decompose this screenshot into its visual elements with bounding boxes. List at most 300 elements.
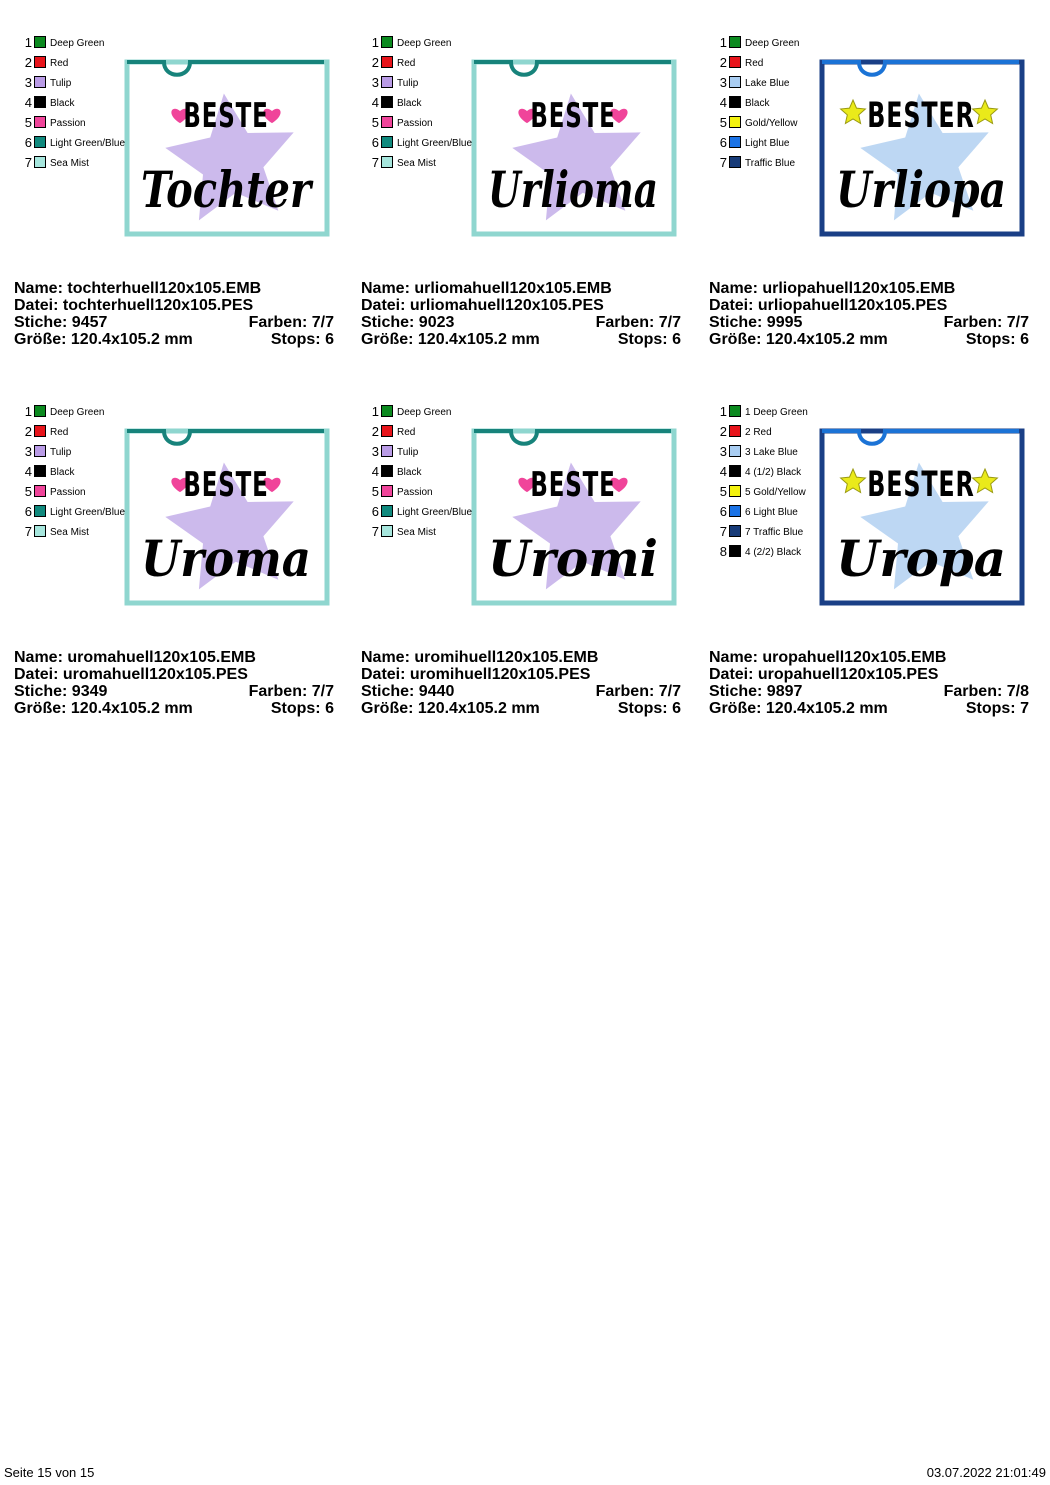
palette-item — [715, 483, 825, 503]
palette-number: 5 — [24, 484, 32, 499]
palette-item — [20, 154, 130, 174]
design-word-main: Uromi — [488, 529, 658, 588]
color-swatch — [729, 76, 741, 88]
color-swatch — [34, 116, 46, 128]
name-line — [709, 649, 1029, 666]
datei-label: Datei: — [361, 666, 406, 683]
color-swatch — [34, 485, 46, 497]
palette-color-name: Red — [50, 427, 69, 438]
palette-item — [715, 443, 825, 463]
palette-item — [715, 54, 825, 74]
color-swatch — [381, 505, 393, 517]
palette-item — [20, 503, 130, 523]
color-palette — [20, 34, 130, 174]
design-size: 120.4x105.2 mm — [417, 700, 540, 717]
palette-number: 1 — [24, 404, 32, 419]
datei-line — [361, 666, 681, 683]
name-label: Name: — [14, 649, 63, 666]
palette-number: 1 — [24, 35, 32, 50]
palette-item — [367, 94, 477, 114]
design-preview — [124, 57, 330, 237]
color-swatch — [34, 405, 46, 417]
file-name: uromahuell120x105.EMB — [67, 649, 256, 666]
palette-item — [20, 94, 130, 114]
palette-number: 5 — [371, 484, 379, 499]
stop-count: 6 — [325, 331, 334, 348]
palette-item — [20, 423, 130, 443]
design-card — [361, 401, 691, 731]
embroidery-design — [124, 57, 330, 237]
design-card — [14, 401, 344, 731]
color-swatch — [729, 505, 741, 517]
stop-count: 6 — [325, 700, 334, 717]
palette-color-name: Passion — [50, 487, 86, 498]
file-datei: tochterhuell120x105.PES — [62, 297, 254, 314]
design-size: 120.4x105.2 mm — [70, 700, 193, 717]
stops-label: Stops: — [617, 700, 668, 717]
design-size: 120.4x105.2 mm — [765, 331, 888, 348]
datei-label: Datei: — [709, 666, 754, 683]
stop-count: 7 — [1020, 700, 1029, 717]
groesse-line — [14, 700, 334, 717]
color-swatch — [34, 156, 46, 168]
palette-color-name: Black — [50, 98, 75, 109]
palette-color-name: Deep Green — [745, 38, 800, 49]
color-swatch — [729, 96, 741, 108]
palette-color-name: Red — [397, 58, 416, 69]
palette-item — [20, 443, 130, 463]
palette-number: 6 — [24, 504, 32, 519]
color-palette — [715, 403, 825, 563]
palette-number: 7 — [24, 524, 32, 539]
stiche-line — [361, 683, 681, 700]
palette-number: 3 — [24, 444, 32, 459]
file-name: urliomahuell120x105.EMB — [414, 280, 612, 297]
palette-item — [715, 34, 825, 54]
palette-number: 4 — [719, 464, 727, 479]
color-swatch — [729, 405, 741, 417]
palette-item — [20, 463, 130, 483]
groesse-label: Größe: — [14, 331, 67, 348]
palette-number: 8 — [719, 544, 727, 559]
datei-line — [709, 666, 1029, 683]
color-swatch — [34, 76, 46, 88]
name-line — [14, 280, 334, 297]
palette-color-name: Black — [397, 98, 422, 109]
palette-item — [367, 74, 477, 94]
color-swatch — [381, 136, 393, 148]
palette-color-name: Traffic Blue — [745, 158, 796, 169]
design-preview — [819, 426, 1025, 606]
design-info — [14, 649, 334, 717]
design-size: 120.4x105.2 mm — [765, 700, 888, 717]
color-swatch — [729, 525, 741, 537]
palette-number: 5 — [371, 115, 379, 130]
palette-number: 4 — [371, 464, 379, 479]
palette-color-name: Light Blue — [745, 138, 790, 149]
palette-color-name: Light Green/Blue — [50, 507, 126, 518]
groesse-label: Größe: — [361, 331, 414, 348]
palette-color-name: Deep Green — [50, 407, 105, 418]
palette-color-name: Sea Mist — [397, 527, 436, 538]
design-preview — [124, 426, 330, 606]
stiche-label: Stiche: — [361, 683, 415, 700]
stiche-label: Stiche: — [709, 683, 763, 700]
design-size: 120.4x105.2 mm — [70, 331, 193, 348]
palette-color-name: Tulip — [397, 78, 419, 89]
embroidery-design — [819, 426, 1025, 606]
palette-item — [715, 543, 825, 563]
stop-count: 6 — [672, 700, 681, 717]
palette-color-name: Black — [745, 98, 770, 109]
palette-color-name: Sea Mist — [50, 158, 89, 169]
palette-number: 4 — [24, 95, 32, 110]
embroidery-design — [471, 426, 677, 606]
palette-number: 7 — [371, 524, 379, 539]
palette-item — [20, 114, 130, 134]
palette-color-name: 3 Lake Blue — [745, 447, 798, 458]
design-card — [14, 32, 344, 362]
palette-number: 7 — [24, 155, 32, 170]
stops-label: Stops: — [270, 700, 321, 717]
groesse-line — [361, 331, 681, 348]
color-swatch — [34, 56, 46, 68]
palette-color-name: Deep Green — [397, 38, 452, 49]
stiche-label: Stiche: — [361, 314, 415, 331]
stiche-line — [709, 683, 1029, 700]
palette-item — [367, 403, 477, 423]
palette-number: 6 — [371, 135, 379, 150]
palette-item — [715, 423, 825, 443]
name-label: Name: — [14, 280, 63, 297]
color-count: 7/8 — [1006, 683, 1029, 700]
page-number: Seite 15 von 15 — [4, 1465, 95, 1480]
color-swatch — [729, 156, 741, 168]
name-label: Name: — [709, 649, 758, 666]
embroidery-design — [471, 57, 677, 237]
farben-label: Farben: — [943, 683, 1003, 700]
color-swatch — [34, 36, 46, 48]
file-name: urliopahuell120x105.EMB — [762, 280, 956, 297]
color-swatch — [381, 485, 393, 497]
stitch-count: 9897 — [766, 683, 803, 700]
palette-number: 5 — [719, 484, 727, 499]
color-count: 7/7 — [1006, 314, 1029, 331]
file-datei: uropahuell120x105.PES — [757, 666, 939, 683]
palette-number: 4 — [719, 95, 727, 110]
design-word-main: Uropa — [836, 529, 1006, 588]
groesse-line — [709, 700, 1029, 717]
embroidery-design — [124, 426, 330, 606]
palette-number: 3 — [371, 75, 379, 90]
palette-color-name: 4 (2/2) Black — [745, 547, 802, 558]
stitch-count: 9349 — [71, 683, 108, 700]
palette-number: 3 — [719, 75, 727, 90]
groesse-label: Größe: — [709, 331, 762, 348]
name-label: Name: — [361, 649, 410, 666]
datei-line — [14, 666, 334, 683]
name-line — [709, 280, 1029, 297]
palette-color-name: Gold/Yellow — [745, 118, 798, 129]
palette-item — [20, 523, 130, 543]
file-name: uromihuell120x105.EMB — [414, 649, 599, 666]
design-preview — [471, 57, 677, 237]
color-swatch — [34, 425, 46, 437]
color-palette — [367, 34, 477, 174]
design-info — [14, 280, 334, 348]
design-info — [361, 280, 681, 348]
color-swatch — [381, 36, 393, 48]
farben-label: Farben: — [943, 314, 1003, 331]
color-swatch — [381, 445, 393, 457]
stiche-label: Stiche: — [709, 314, 763, 331]
file-name: tochterhuell120x105.EMB — [67, 280, 262, 297]
name-label: Name: — [709, 280, 758, 297]
palette-item — [715, 154, 825, 174]
file-datei: uromihuell120x105.PES — [409, 666, 591, 683]
palette-color-name: 4 (1/2) Black — [745, 467, 802, 478]
palette-number: 4 — [24, 464, 32, 479]
stop-count: 6 — [1020, 331, 1029, 348]
palette-item — [715, 74, 825, 94]
design-word-main: Tochter — [141, 160, 314, 219]
palette-item — [367, 463, 477, 483]
palette-color-name: Passion — [50, 118, 86, 129]
color-swatch — [729, 136, 741, 148]
design-word-main: Uroma — [141, 529, 311, 588]
palette-item — [367, 503, 477, 523]
design-word-top: BESTE — [183, 95, 269, 136]
color-swatch — [729, 485, 741, 497]
palette-item — [20, 134, 130, 154]
palette-number: 3 — [719, 444, 727, 459]
color-swatch — [381, 425, 393, 437]
file-datei: urliomahuell120x105.PES — [409, 297, 604, 314]
groesse-line — [361, 700, 681, 717]
palette-number: 2 — [719, 55, 727, 70]
palette-color-name: Tulip — [50, 78, 72, 89]
palette-item — [367, 443, 477, 463]
stiche-label: Stiche: — [14, 314, 68, 331]
groesse-line — [709, 331, 1029, 348]
palette-item — [367, 34, 477, 54]
palette-color-name: 7 Traffic Blue — [745, 527, 804, 538]
stops-label: Stops: — [965, 700, 1016, 717]
color-swatch — [729, 445, 741, 457]
datei-label: Datei: — [709, 297, 754, 314]
palette-color-name: 1 Deep Green — [745, 407, 808, 418]
stops-label: Stops: — [965, 331, 1016, 348]
design-card — [709, 32, 1039, 362]
palette-color-name: Red — [50, 58, 69, 69]
palette-item — [20, 483, 130, 503]
file-datei: urliopahuell120x105.PES — [757, 297, 948, 314]
stitch-count: 9995 — [766, 314, 803, 331]
color-swatch — [381, 76, 393, 88]
stiche-line — [709, 314, 1029, 331]
palette-item — [367, 154, 477, 174]
color-swatch — [381, 405, 393, 417]
file-datei: uromahuell120x105.PES — [62, 666, 248, 683]
palette-number: 1 — [719, 35, 727, 50]
groesse-line — [14, 331, 334, 348]
color-swatch — [729, 465, 741, 477]
palette-color-name: Passion — [397, 118, 433, 129]
palette-color-name: Passion — [397, 487, 433, 498]
palette-color-name: Black — [397, 467, 422, 478]
design-word-main: Urlioma — [488, 160, 658, 219]
palette-number: 2 — [24, 424, 32, 439]
palette-number: 1 — [371, 404, 379, 419]
color-swatch — [381, 56, 393, 68]
color-swatch — [381, 525, 393, 537]
color-count: 7/7 — [658, 683, 681, 700]
palette-item — [715, 114, 825, 134]
palette-number: 4 — [371, 95, 379, 110]
palette-item — [715, 503, 825, 523]
color-swatch — [729, 36, 741, 48]
stiche-line — [14, 683, 334, 700]
palette-item — [367, 134, 477, 154]
color-swatch — [729, 116, 741, 128]
palette-number: 1 — [371, 35, 379, 50]
stiche-label: Stiche: — [14, 683, 68, 700]
palette-item — [715, 134, 825, 154]
palette-number: 5 — [24, 115, 32, 130]
design-word-top: BESTE — [530, 95, 616, 136]
name-line — [14, 649, 334, 666]
name-label: Name: — [361, 280, 410, 297]
design-info — [361, 649, 681, 717]
farben-label: Farben: — [248, 683, 308, 700]
design-info — [709, 649, 1029, 717]
color-swatch — [381, 156, 393, 168]
palette-number: 7 — [719, 524, 727, 539]
datei-label: Datei: — [14, 297, 59, 314]
design-card — [361, 32, 691, 362]
palette-item — [20, 34, 130, 54]
stop-count: 6 — [672, 331, 681, 348]
palette-item — [715, 463, 825, 483]
groesse-label: Größe: — [361, 700, 414, 717]
palette-color-name: Red — [397, 427, 416, 438]
palette-number: 1 — [719, 404, 727, 419]
color-swatch — [729, 56, 741, 68]
palette-number: 6 — [719, 135, 727, 150]
palette-color-name: 5 Gold/Yellow — [745, 487, 806, 498]
design-info — [709, 280, 1029, 348]
color-swatch — [729, 545, 741, 557]
stops-label: Stops: — [617, 331, 668, 348]
color-count: 7/7 — [311, 314, 334, 331]
design-word-main: Urliopa — [836, 160, 1006, 219]
stitch-count: 9440 — [418, 683, 455, 700]
color-palette — [367, 403, 477, 543]
color-swatch — [729, 425, 741, 437]
palette-number: 3 — [24, 75, 32, 90]
print-datetime: 03.07.2022 21:01:49 — [926, 1465, 1046, 1480]
palette-item — [715, 403, 825, 423]
datei-label: Datei: — [14, 666, 59, 683]
color-count: 7/7 — [658, 314, 681, 331]
palette-color-name: Lake Blue — [745, 78, 790, 89]
palette-number: 6 — [24, 135, 32, 150]
datei-line — [361, 297, 681, 314]
color-swatch — [34, 136, 46, 148]
groesse-label: Größe: — [14, 700, 67, 717]
palette-number: 7 — [719, 155, 727, 170]
palette-color-name: Light Green/Blue — [50, 138, 126, 149]
color-swatch — [34, 96, 46, 108]
palette-item — [715, 523, 825, 543]
palette-item — [367, 54, 477, 74]
color-swatch — [381, 96, 393, 108]
color-palette — [20, 403, 130, 543]
file-name: uropahuell120x105.EMB — [762, 649, 947, 666]
farben-label: Farben: — [595, 314, 655, 331]
datei-line — [14, 297, 334, 314]
datei-label: Datei: — [361, 297, 406, 314]
stitch-count: 9457 — [71, 314, 108, 331]
color-swatch — [34, 505, 46, 517]
design-word-top: BESTE — [183, 464, 269, 505]
palette-item — [20, 54, 130, 74]
embroidery-design — [819, 57, 1025, 237]
palette-color-name: 6 Light Blue — [745, 507, 798, 518]
palette-color-name: Light Green/Blue — [397, 507, 473, 518]
palette-color-name: 2 Red — [745, 427, 772, 438]
palette-item — [367, 483, 477, 503]
palette-item — [367, 423, 477, 443]
palette-color-name: Tulip — [397, 447, 419, 458]
palette-number: 7 — [371, 155, 379, 170]
farben-label: Farben: — [248, 314, 308, 331]
palette-item — [20, 74, 130, 94]
color-swatch — [34, 465, 46, 477]
palette-number: 2 — [371, 424, 379, 439]
design-preview — [471, 426, 677, 606]
palette-item — [367, 114, 477, 134]
palette-color-name: Deep Green — [397, 407, 452, 418]
farben-label: Farben: — [595, 683, 655, 700]
palette-number: 2 — [371, 55, 379, 70]
palette-item — [367, 523, 477, 543]
palette-number: 2 — [719, 424, 727, 439]
palette-color-name: Sea Mist — [50, 527, 89, 538]
design-size: 120.4x105.2 mm — [417, 331, 540, 348]
stops-label: Stops: — [270, 331, 321, 348]
design-word-top: BESTER — [867, 464, 975, 506]
datei-line — [709, 297, 1029, 314]
palette-color-name: Black — [50, 467, 75, 478]
palette-color-name: Deep Green — [50, 38, 105, 49]
color-swatch — [381, 465, 393, 477]
color-swatch — [34, 445, 46, 457]
palette-color-name: Tulip — [50, 447, 72, 458]
stiche-line — [361, 314, 681, 331]
palette-color-name: Red — [745, 58, 764, 69]
palette-number: 3 — [371, 444, 379, 459]
color-swatch — [381, 116, 393, 128]
color-count: 7/7 — [311, 683, 334, 700]
name-line — [361, 280, 681, 297]
stiche-line — [14, 314, 334, 331]
groesse-label: Größe: — [709, 700, 762, 717]
design-word-top: BESTER — [867, 95, 975, 137]
palette-number: 6 — [719, 504, 727, 519]
palette-number: 6 — [371, 504, 379, 519]
palette-color-name: Light Green/Blue — [397, 138, 473, 149]
